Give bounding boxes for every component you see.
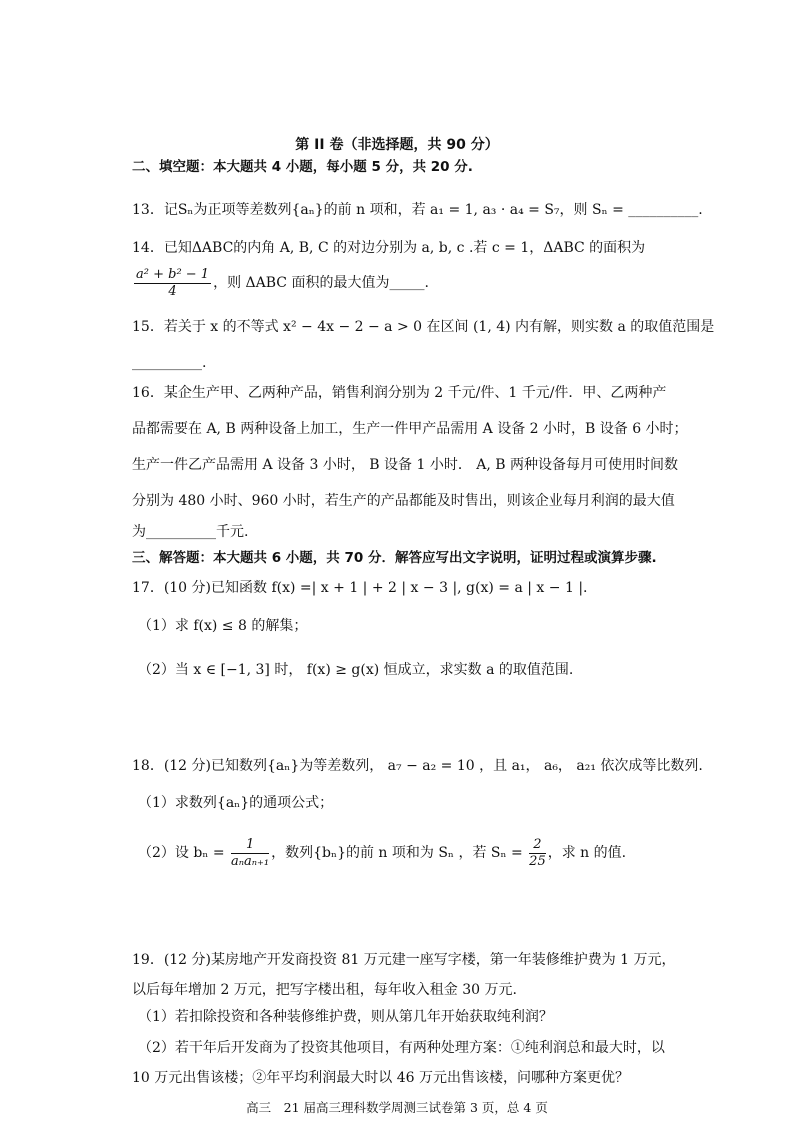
question-17-stem: 17．(10 分)已知函数 f(x) =| x + 1 | + 2 | x − 3 |, g(x) = a | x − 1 |.	[132, 580, 588, 596]
question-18-part-2-text-c: ，求 n 的值.	[547, 845, 627, 861]
question-18-fraction-s-numerator: 2	[529, 837, 546, 854]
question-14-fraction	[134, 267, 211, 300]
question-16-line-4: 分别为 480 小时、960 小时，若生产的产品都能及时售出，则该企业每月利润的最大值	[132, 493, 675, 509]
question-15-line-2: __________.	[132, 355, 207, 371]
section-3-title: 三、解答题：本大题共 6 小题，共 70 分．解答应写出文字说明，证明过程或演算步骤.	[132, 550, 657, 566]
question-17-part-2: （2）当 x ∈ [−1, 3] 时， f(x) ≥ g(x) 恒成立，求实数 a 的取值范围.	[138, 662, 574, 678]
question-18-part-2-text-a: （2）设 bₙ =	[138, 845, 225, 861]
question-14-line-1: 14．已知ΔABC的内角 A, B, C 的对边分别为 a, b, c .若 c = 1，ΔABC 的面积为	[132, 240, 646, 256]
question-18-part-1: （1）求数列{aₙ}的通项公式；	[138, 795, 334, 811]
question-14-fraction-denominator: 4	[168, 283, 177, 299]
question-14-fraction-numerator: a² + b² − 1	[136, 266, 210, 282]
question-14-line-2-text: ，则 ΔABC 面积的最大值为_____.	[213, 275, 429, 291]
section-2-title: 二、填空题：本大题共 4 小题，每小题 5 分，共 20 分.	[132, 159, 473, 175]
question-18-fraction-s	[529, 837, 546, 870]
question-19-part-1: （1）若扣除投资和各种装修维护费，则从第几年开始获取纯利润？	[138, 1009, 553, 1025]
question-18-fraction-s-denominator: 25	[529, 853, 546, 869]
question-16-line-2: 品都需要在 A, B 两种设备上加工，生产一件甲产品需用 A 设备 2 小时，B 设备 6 小时；	[132, 421, 688, 437]
question-18-fraction-b-denominator: aₙaₙ₊₁	[231, 853, 270, 869]
page-footer: 高三 21 届高三理科数学周测三试卷第 3 页，总 4 页	[246, 1100, 548, 1115]
question-19-line-1: 19．(12 分)某房地产开发商投资 81 万元建一座写字楼，第一年装修维护费为 1 万元，	[132, 952, 676, 968]
question-18-part-2-text-b: ，数列{bₙ}的前 n 项和为 Sₙ ，若 Sₙ =	[271, 845, 523, 861]
question-14-line-2	[132, 266, 429, 300]
question-18-fraction-b	[231, 837, 269, 870]
question-18-fraction-b-numerator: 1	[231, 837, 269, 854]
question-18-part-2	[138, 832, 626, 874]
question-18-stem: 18．(12 分)已知数列{aₙ}为等差数列， a₇ − a₂ = 10 ，且 a₁， a₆， a₂₁ 依次成等比数列.	[132, 758, 703, 774]
question-19-part-2-line-2: 10 万元出售该楼；②年平均利润最大时以 46 万元出售该楼，问哪种方案更优？	[132, 1070, 629, 1086]
question-16-line-3: 生产一件乙产品需用 A 设备 3 小时， B 设备 1 小时． A, B 两种设备每月可使用时间数	[132, 457, 679, 473]
question-16-line-1: 16．某企生产甲、乙两种产品，销售利润分别为 2 千元/件、1 千元/件．甲、乙两种产	[132, 385, 667, 401]
part-title: 第 II 卷（非选择题，共 90 分）	[295, 137, 499, 153]
question-17-part-1: （1）求 f(x) ≤ 8 的解集；	[138, 618, 308, 634]
question-13: 13．记Sₙ为正项等差数列{aₙ}的前 n 项和，若 a₁ = 1, a₃ · a₄ = S₇，则 Sₙ = __________.	[132, 202, 703, 218]
question-19-line-2: 以后每年增加 2 万元，把写字楼出租，每年收入租金 30 万元.	[132, 982, 517, 998]
question-19-part-2-line-1: （2）若干年后开发商为了投资其他项目，有两种处理方案：①纯利润总和最大时，以	[138, 1040, 665, 1056]
question-15-line-1: 15．若关于 x 的不等式 x² − 4x − 2 − a > 0 在区间 (1, 4) 内有解，则实数 a 的取值范围是	[132, 319, 715, 335]
question-16-line-5: 为__________千元.	[132, 524, 249, 540]
